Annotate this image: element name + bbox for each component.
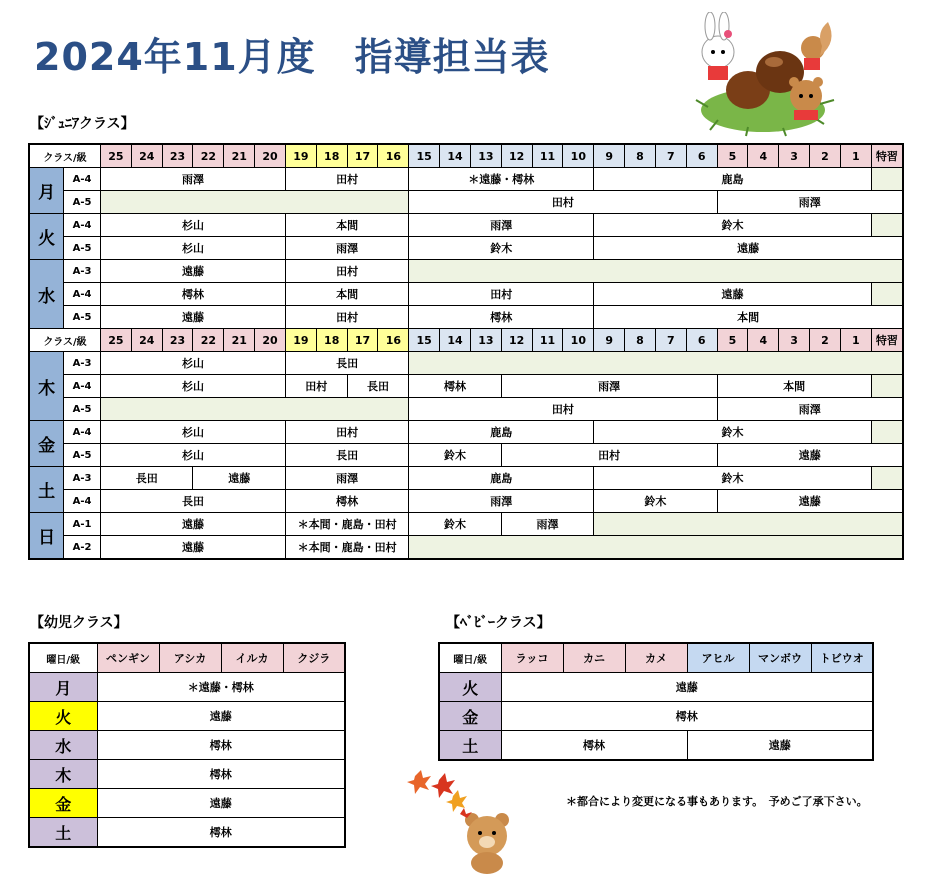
instructor-cell: 雨澤 (101, 168, 286, 191)
instructor-cell: 遠藤 (97, 789, 345, 818)
animals-chestnut-illustration (688, 12, 838, 137)
grade-header-cell: 11 (532, 329, 563, 352)
instructor-cell: 長田 (285, 352, 408, 375)
table-row (29, 490, 903, 513)
grade-header-cell: 25 (101, 144, 132, 168)
table-row (29, 237, 903, 260)
grade-header-cell: 1 (840, 144, 871, 168)
table-row (29, 818, 345, 848)
empty-cell (871, 214, 903, 237)
grade-header-cell: 1 (840, 329, 871, 352)
grade-header-cell: 16 (378, 329, 409, 352)
empty-cell (409, 536, 903, 560)
instructor-cell: 雨澤 (501, 375, 717, 398)
instructor-cell: 遠藤 (594, 237, 903, 260)
instructor-cell: 本間 (594, 306, 903, 329)
instructor-cell: 鹿島 (409, 421, 594, 444)
table-row (29, 214, 903, 237)
grade-header-cell: 23 (162, 329, 193, 352)
class-cell: A-4 (64, 168, 101, 191)
instructor-cell: 樗林 (97, 818, 345, 848)
grade-header-cell: 7 (655, 144, 686, 168)
baby-header-label: 曜日/級 (439, 643, 501, 673)
grade-header-cell: 15 (409, 144, 440, 168)
instructor-cell: 樗林 (285, 490, 408, 513)
instructor-cell: 鈴木 (409, 444, 501, 467)
grade-header-cell: 19 (285, 144, 316, 168)
table-row (29, 168, 903, 191)
day-cell: 木 (29, 352, 64, 421)
grade-header-cell: 4 (748, 329, 779, 352)
table-row (29, 760, 345, 789)
baby-schedule-table (438, 642, 874, 761)
instructor-cell: 長田 (101, 467, 193, 490)
instructor-cell: 田村 (285, 168, 408, 191)
grade-header-cell: 2 (810, 144, 841, 168)
class-cell: A-2 (64, 536, 101, 560)
youji-class-header: ペンギン (97, 643, 159, 673)
junior-section-label: 【ｼﾞｭﾆｱクラス】 (30, 116, 135, 132)
grade-header-cell: 22 (193, 144, 224, 168)
baby-class-header: カメ (625, 643, 687, 673)
grade-header-cell: 3 (779, 144, 810, 168)
grade-header-cell: 14 (440, 144, 471, 168)
table-row (29, 352, 903, 375)
instructor-cell: 雨澤 (501, 513, 593, 536)
class-cell: A-4 (64, 283, 101, 306)
instructor-cell: 雨澤 (285, 467, 408, 490)
instructor-cell: 樗林 (97, 731, 345, 760)
grade-header-cell: 9 (594, 144, 625, 168)
day-cell: 金 (439, 702, 501, 731)
instructor-cell: ＊本間・鹿島・田村 (285, 536, 408, 560)
grade-header-cell: 17 (347, 329, 378, 352)
class-cell: A-3 (64, 352, 101, 375)
instructor-cell: 鹿島 (409, 467, 594, 490)
day-cell: 火 (29, 214, 64, 260)
instructor-cell: 鈴木 (409, 513, 501, 536)
youji-class-header: アシカ (159, 643, 221, 673)
instructor-cell: 杉山 (101, 444, 286, 467)
youji-class-header: イルカ (221, 643, 283, 673)
grade-header-cell: 16 (378, 144, 409, 168)
instructor-cell: 樗林 (101, 283, 286, 306)
instructor-cell: 遠藤 (501, 673, 873, 702)
instructor-cell: 樗林 (97, 760, 345, 789)
class-cell: A-3 (64, 467, 101, 490)
table-row (29, 283, 903, 306)
grade-header-cell: 17 (347, 144, 378, 168)
baby-header-row (439, 643, 873, 673)
day-cell: 火 (439, 673, 501, 702)
instructor-cell: 田村 (409, 191, 717, 214)
instructor-cell: 雨澤 (717, 191, 903, 214)
youji-section-label: 【幼児クラス】 (30, 615, 128, 631)
grade-header-cell: 5 (717, 144, 748, 168)
day-cell: 水 (29, 731, 97, 760)
day-cell: 火 (29, 702, 97, 731)
day-cell: 月 (29, 168, 64, 214)
bear-cub-illustration (458, 808, 518, 874)
instructor-cell: 長田 (347, 375, 409, 398)
grade-header-cell: 21 (224, 144, 255, 168)
day-cell: 土 (29, 818, 97, 848)
instructor-cell: 樗林 (409, 375, 501, 398)
grade-header-cell: 19 (285, 329, 316, 352)
instructor-cell: 鈴木 (409, 237, 594, 260)
grade-header-cell: 23 (162, 144, 193, 168)
instructor-cell: 鈴木 (594, 467, 871, 490)
instructor-cell: 本間 (285, 214, 408, 237)
grade-header-cell: 14 (440, 329, 471, 352)
grade-header-cell: 20 (255, 329, 286, 352)
empty-cell (594, 513, 903, 536)
instructor-cell: 杉山 (101, 375, 286, 398)
class-cell: A-5 (64, 191, 101, 214)
table-row (29, 467, 903, 490)
grade-header-cell: 24 (131, 144, 162, 168)
table-row (29, 789, 345, 818)
instructor-cell: 本間 (717, 375, 871, 398)
empty-cell (871, 283, 903, 306)
instructor-cell: 遠藤 (101, 260, 286, 283)
baby-class-header: トビウオ (811, 643, 873, 673)
table-row (29, 536, 903, 560)
table-row (29, 513, 903, 536)
grade-header-cell: 25 (101, 329, 132, 352)
instructor-cell: 杉山 (101, 237, 286, 260)
grade-header-cell: 12 (501, 329, 532, 352)
instructor-cell: 田村 (501, 444, 717, 467)
instructor-cell: ＊本間・鹿島・田村 (285, 513, 408, 536)
grade-header-cell: 7 (655, 329, 686, 352)
grade-header-cell: 18 (316, 329, 347, 352)
instructor-cell: 田村 (409, 398, 717, 421)
grade-header-label: クラス/級 (29, 144, 101, 168)
instructor-cell: 杉山 (101, 352, 286, 375)
grade-header-cell: 2 (810, 329, 841, 352)
instructor-cell: 田村 (285, 306, 408, 329)
empty-cell (871, 421, 903, 444)
grade-header-cell: 10 (563, 329, 594, 352)
junior-schedule-table (28, 143, 904, 560)
youji-header-row (29, 643, 345, 673)
empty-cell (871, 375, 903, 398)
table-row (29, 731, 345, 760)
page-title: 2024年11月度 指導担当表 (34, 35, 550, 79)
instructor-cell: 雨澤 (717, 398, 903, 421)
class-cell: A-5 (64, 398, 101, 421)
youji-header-label: 曜日/級 (29, 643, 97, 673)
table-row (29, 421, 903, 444)
day-cell: 土 (29, 467, 64, 513)
instructor-cell: 田村 (285, 375, 347, 398)
baby-class-header: マンボウ (749, 643, 811, 673)
footnote: ＊都合により変更になる事もあります。 予めご了承下さい。 (566, 795, 868, 808)
grade-header-cell: 12 (501, 144, 532, 168)
class-cell: A-4 (64, 375, 101, 398)
day-cell: 金 (29, 421, 64, 467)
class-cell: A-4 (64, 490, 101, 513)
instructor-cell: 遠藤 (717, 444, 903, 467)
day-cell: 金 (29, 789, 97, 818)
empty-cell (409, 260, 903, 283)
grade-header-cell: 22 (193, 329, 224, 352)
table-row (439, 673, 873, 702)
baby-class-header: アヒル (687, 643, 749, 673)
table-row (29, 398, 903, 421)
empty-cell (409, 352, 903, 375)
table-row (29, 375, 903, 398)
table-row (29, 702, 345, 731)
table-row (29, 260, 903, 283)
grade-header-cell: 9 (594, 329, 625, 352)
instructor-cell: 田村 (285, 260, 408, 283)
instructor-cell: 長田 (285, 444, 408, 467)
class-cell: A-5 (64, 444, 101, 467)
grade-header-cell: 5 (717, 329, 748, 352)
grade-header-cell: 特習 (871, 144, 903, 168)
instructor-cell: 遠藤 (101, 306, 286, 329)
baby-class-header: ラッコ (501, 643, 563, 673)
class-cell: A-4 (64, 214, 101, 237)
instructor-cell: 遠藤 (594, 283, 871, 306)
instructor-cell: 鈴木 (594, 214, 871, 237)
instructor-cell: 鹿島 (594, 168, 871, 191)
day-cell: 水 (29, 260, 64, 329)
empty-cell (871, 168, 903, 191)
day-cell: 木 (29, 760, 97, 789)
grade-header-label: クラス/級 (29, 329, 101, 352)
instructor-cell: 遠藤 (193, 467, 285, 490)
table-row (439, 731, 873, 761)
instructor-cell: 雨澤 (285, 237, 408, 260)
grade-header-cell: 11 (532, 144, 563, 168)
youji-schedule-table (28, 642, 346, 848)
baby-section-label: 【ﾍﾞﾋﾞｰクラス】 (446, 615, 551, 631)
instructor-cell: 鈴木 (594, 421, 871, 444)
instructor-cell: 遠藤 (717, 490, 903, 513)
class-cell: A-1 (64, 513, 101, 536)
class-cell: A-3 (64, 260, 101, 283)
table-row (29, 191, 903, 214)
table-row (29, 673, 345, 702)
grade-header-cell: 8 (625, 329, 656, 352)
empty-cell (871, 467, 903, 490)
grade-header-cell: 18 (316, 144, 347, 168)
instructor-cell: 鈴木 (594, 490, 717, 513)
grade-header-cell: 13 (470, 144, 501, 168)
empty-cell (101, 398, 409, 421)
class-cell: A-4 (64, 421, 101, 444)
grade-header-row (29, 144, 903, 168)
grade-header-cell: 10 (563, 144, 594, 168)
table-row (29, 444, 903, 467)
day-cell: 土 (439, 731, 501, 761)
day-cell: 日 (29, 513, 64, 560)
grade-header-cell: 3 (779, 329, 810, 352)
instructor-cell: 長田 (101, 490, 286, 513)
instructor-cell: 杉山 (101, 421, 286, 444)
grade-header-cell: 13 (470, 329, 501, 352)
grade-header-cell: 20 (255, 144, 286, 168)
grade-header-cell: 8 (625, 144, 656, 168)
instructor-cell: 樗林 (501, 702, 873, 731)
class-cell: A-5 (64, 237, 101, 260)
grade-header-row (29, 329, 903, 352)
grade-header-cell: 6 (686, 144, 717, 168)
instructor-cell: 雨澤 (409, 490, 594, 513)
grade-header-cell: 特習 (871, 329, 903, 352)
instructor-cell: 雨澤 (409, 214, 594, 237)
class-cell: A-5 (64, 306, 101, 329)
instructor-cell: 遠藤 (101, 536, 286, 560)
empty-cell (101, 191, 409, 214)
instructor-cell: ＊遠藤・樗林 (409, 168, 594, 191)
grade-header-cell: 15 (409, 329, 440, 352)
grade-header-cell: 24 (131, 329, 162, 352)
instructor-cell: 本間 (285, 283, 408, 306)
instructor-cell: 遠藤 (687, 731, 873, 761)
day-cell: 月 (29, 673, 97, 702)
grade-header-cell: 21 (224, 329, 255, 352)
grade-header-cell: 6 (686, 329, 717, 352)
instructor-cell: 遠藤 (97, 702, 345, 731)
youji-class-header: クジラ (283, 643, 345, 673)
baby-class-header: カニ (563, 643, 625, 673)
instructor-cell: 遠藤 (101, 513, 286, 536)
instructor-cell: ＊遠藤・樗林 (97, 673, 345, 702)
instructor-cell: 田村 (409, 283, 594, 306)
grade-header-cell: 4 (748, 144, 779, 168)
instructor-cell: 樗林 (409, 306, 594, 329)
table-row (439, 702, 873, 731)
instructor-cell: 杉山 (101, 214, 286, 237)
instructor-cell: 樗林 (501, 731, 687, 761)
instructor-cell: 田村 (285, 421, 408, 444)
table-row (29, 306, 903, 329)
